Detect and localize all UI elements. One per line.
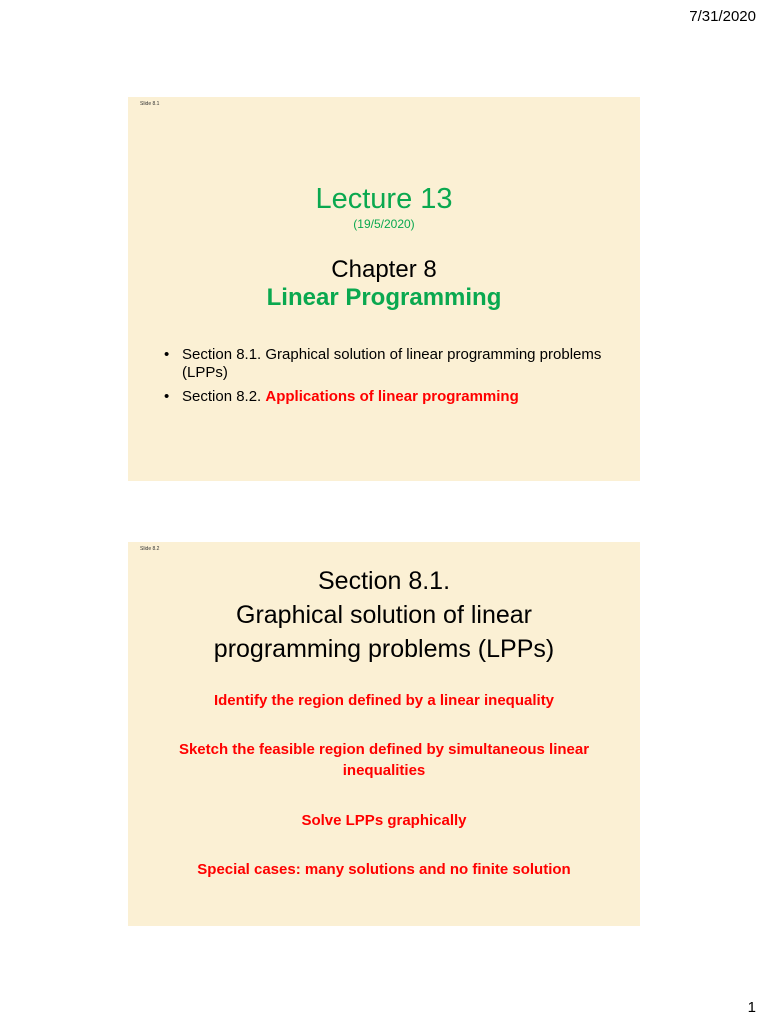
section-title [128, 564, 640, 666]
section-title-line: Graphical solution of linear [236, 601, 532, 629]
objective-item: Solve LPPs graphically [301, 812, 467, 829]
objective-item: Sketch the feasible region defined by simultaneous linear inequalities [178, 741, 590, 779]
lecture-date: (19/5/2020) [353, 217, 415, 231]
bullet-highlight: Applications of linear programming [265, 388, 519, 405]
slide-8-1 [128, 97, 640, 481]
chapter-subtitle: Linear Programming [266, 284, 502, 311]
bullet-item [164, 346, 604, 382]
section-bullet-list [164, 346, 604, 412]
objective-item: Special cases: many solutions and no finite solution [197, 861, 571, 878]
bullet-text: Section 8.2. [182, 388, 266, 405]
slide-label: Slide 8.1 [140, 101, 160, 107]
chapter-title: Chapter 8 [331, 256, 437, 283]
page-number: 1 [747, 999, 756, 1016]
slide-8-2 [128, 542, 640, 926]
bullet-item [164, 388, 604, 406]
section-title-line: programming problems (LPPs) [213, 635, 555, 663]
lecture-title: Lecture 13 [315, 183, 453, 215]
bullet-text: Section 8.1. Graphical solution of linear programming problems (LPPs) [182, 346, 602, 381]
slide-label: Slide 8.2 [140, 546, 160, 552]
page-date: 7/31/2020 [689, 8, 756, 25]
objective-item: Identify the region defined by a linear inequality [213, 692, 555, 709]
section-title-line: Section 8.1. [317, 567, 451, 595]
